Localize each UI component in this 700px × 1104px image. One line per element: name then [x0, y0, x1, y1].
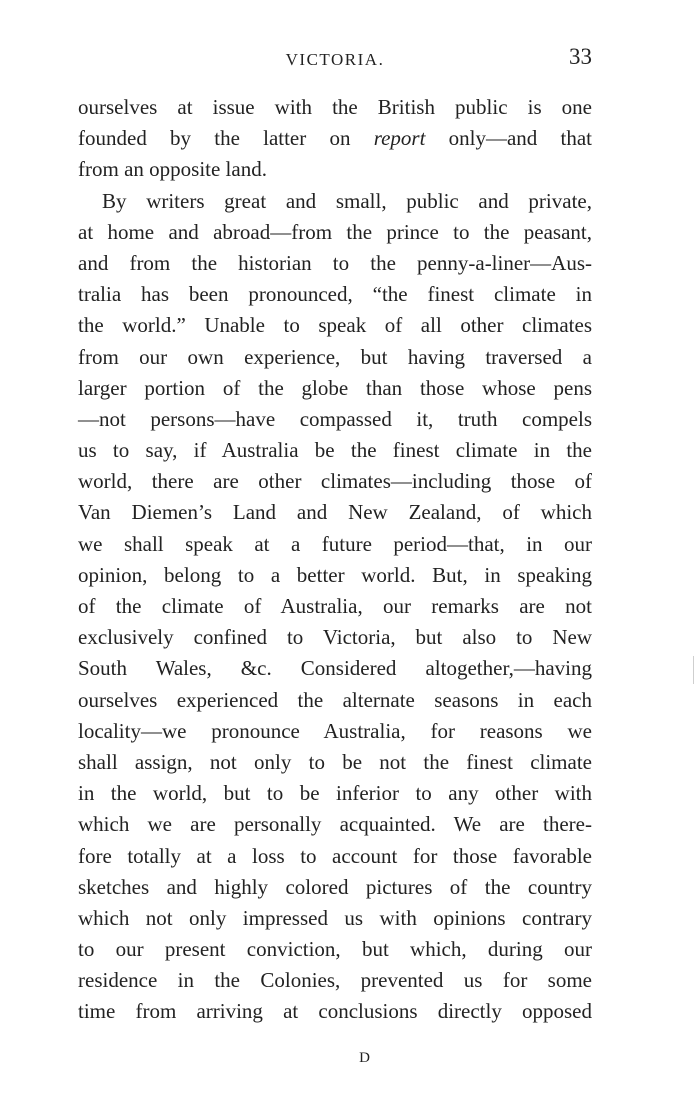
- text-line-with-emphasis: [78, 123, 592, 154]
- text-line: fore totally at a loss to account for those favorable: [78, 843, 592, 868]
- italic-word: report: [373, 126, 426, 151]
- text-line: South Wales, &c. Considered altogether,—having: [78, 656, 592, 681]
- text-line: locality—we pronounce Australia, for reasons we: [78, 718, 592, 743]
- text-line: which we are personally acquainted. We are there-: [78, 812, 592, 837]
- text-line: which not only impressed us with opinions contrary: [78, 905, 592, 930]
- text-line: world, there are other climates—including those of: [78, 469, 592, 494]
- page-number: 33: [569, 44, 592, 69]
- text-line: from an opposite land.: [78, 157, 267, 182]
- text-line: of the climate of Australia, our remarks are not: [78, 594, 592, 618]
- text-line: tralia has been pronounced, “the finest climate in: [78, 282, 592, 307]
- text-line: to our present conviction, but which, during our: [78, 937, 592, 962]
- running-title: VICTORIA.: [285, 50, 385, 69]
- body-text: [78, 92, 592, 1028]
- running-head: [78, 44, 592, 78]
- text-line: and from the historian to the penny-a-liner—Aus-: [78, 250, 592, 275]
- text-line: sketches and highly colored pictures of the country: [78, 874, 592, 899]
- text-line: Van Diemen’s Land and New Zealand, of which: [78, 500, 592, 525]
- text-line: from our own experience, but having traversed a: [78, 344, 592, 369]
- text-line: ourselves experienced the alternate seasons in each: [78, 687, 592, 712]
- text-line: —not persons—have compassed it, truth compels: [78, 406, 592, 431]
- text-line: exclusively confined to Victoria, but also to New: [78, 625, 592, 650]
- text-fragment: only—and that: [425, 126, 592, 151]
- paragraph-first-line: By writers great and small, public and private,: [102, 188, 592, 213]
- text-line: us to say, if Australia be the finest climate in the: [78, 438, 592, 463]
- signature-mark: D: [359, 1050, 371, 1066]
- scan-edge-mark: [693, 656, 694, 684]
- text-line: shall assign, not only to be not the finest climate: [78, 749, 592, 774]
- text-line: the world.” Unable to speak of all other climates: [78, 313, 592, 338]
- text-line: at home and abroad—from the prince to the peasant,: [78, 219, 592, 244]
- text-line: opinion, belong to a better world. But, in speaking: [78, 562, 592, 587]
- text-line: in the world, but to be inferior to any other with: [78, 781, 592, 806]
- text-line: residence in the Colonies, prevented us for some: [78, 968, 592, 993]
- text-line: time from arriving at conclusions directly opposed: [78, 999, 592, 1024]
- text-line: larger portion of the globe than those whose pens: [78, 375, 592, 400]
- text-line: ourselves at issue with the British public is one: [78, 95, 592, 119]
- text-fragment: founded by the latter on: [78, 126, 374, 151]
- text-line: we shall speak at a future period—that, in our: [78, 531, 592, 556]
